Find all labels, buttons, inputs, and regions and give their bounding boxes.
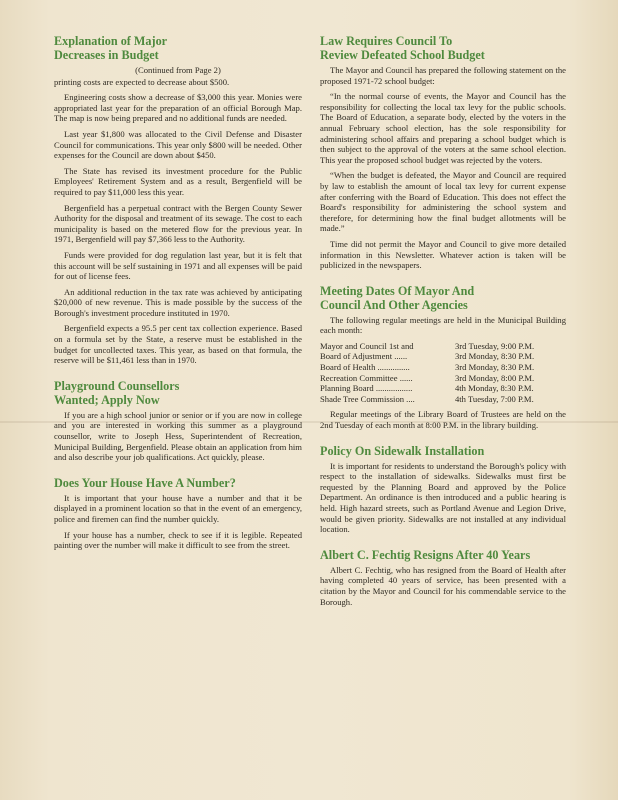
paragraph: It is important for residents to understand the Borough's policy with respect to the installation of sidewalks. Sidewalks must first be requested by the Planning Board and approved by the Police Department. An ordinance is then introduced and a public hearing is held. High hazard streets, such as Portland Avenue and Legion Drive, would be given priority. Sidewalks are not installed at any individual location. <box>320 460 566 535</box>
sidewalk-article <box>320 444 566 535</box>
paragraph: An additional reduction in the tax rate was achieved by anticipating $20,000 of new revenue. This is made possible by the success of the Borough's investment procedure instituted in 1970. <box>54 286 302 318</box>
heading-line: Playground Counsellors <box>54 378 180 393</box>
heading-line: Wanted; Apply Now <box>54 392 160 407</box>
schedule-time: 4th Tuesday, 7:00 P.M. <box>455 393 534 404</box>
budget-heading <box>54 34 302 62</box>
playground-heading <box>54 379 302 407</box>
heading-line: Meeting Dates Of Mayor And <box>320 283 475 298</box>
paragraph: Bergenfield expects a 95.5 per cent tax collection experience. Based on a formula set by the State, a reserve must be established in the budget for uncollected taxes. This year, as based on that formula, the reserve will be $11,461 less than in 1970. <box>54 323 302 366</box>
school-budget-heading <box>320 34 566 62</box>
paragraph: If you are a high school junior or senior or if you are now in college and you are interested in working this summer as a playground counsellor, write to Joseph Hess, Superintendent of Recreation, Municipal Building, Bergenfield. Please obtain an application from him and also describe your job qualifications. Act quickly, please. <box>54 409 302 463</box>
paragraph: Bergenfield has a perpetual contract with the Bergen County Sewer Authority for the disposal and treatment of its sewage. The cost to each municipality is based on the metered flow for the previous year. In 1971, Bergenfield will pay $7,366 less to the Authority. <box>54 202 302 245</box>
right-column <box>320 34 566 612</box>
paragraph: printing costs are expected to decrease about $500. <box>54 76 230 87</box>
heading-line: Review Defeated School Budget <box>320 48 485 62</box>
school-budget-article <box>320 34 566 271</box>
schedule-body: Shade Tree Commission .... <box>320 393 415 404</box>
schedule-body: Board of Health ............... <box>320 362 410 373</box>
schedule-time: 3rd Monday, 8:00 P.M. <box>455 372 535 383</box>
paragraph: Engineering costs show a decrease of $3,000 this year. Monies were appropriated last year for the preparation of an official Borough Map. The map is now being prepared and no additional funds are needed. <box>54 92 302 124</box>
schedule-row <box>320 362 566 373</box>
sidewalk-heading: Policy On Sidewalk Installation <box>320 443 485 458</box>
continued-note: (Continued from Page 2) <box>135 65 221 75</box>
fechtig-heading: Albert C. Fechtig Resigns After 40 Years <box>320 547 531 562</box>
schedule-body: Mayor and Council 1st and <box>320 340 414 351</box>
heading-line: Law Requires Council To <box>320 34 453 48</box>
heading-line: Explanation of Major <box>54 34 168 48</box>
paragraph: “When the budget is defeated, the Mayor and Council are required by law to establish the amount of local tax levy for current expense after conferring with the Board of Education. This does not effect the Board's responsibility for administering the school system and therefore, for determining how the final budget allotments will be made.” <box>320 170 566 234</box>
paragraph: “In the normal course of events, the Mayor and Council has the responsibility for collecting the local tax levy for the public schools. The Board of Education, a separate body, elected by the voters in the annual February school election, has the sole responsibility for administering school affairs and preparing a school budget which is then subject to the approval of the voters at the same school election. This year the proposed school budget was rejected by the voters. <box>320 91 566 165</box>
meeting-dates-article <box>320 284 566 431</box>
left-column <box>54 34 302 556</box>
house-number-article <box>54 476 302 551</box>
paragraph: If your house has a number, check to see if it is legible. Repeated painting over the number will make it difficult to see from the street. <box>54 529 302 551</box>
paragraph: Last year $1,800 was allocated to the Civil Defense and Disaster Council for communications. This year only $800 will be needed. Other expenses for the Council are down about $450. <box>54 128 302 161</box>
schedule-time: 3rd Monday, 8:30 P.M. <box>455 351 535 362</box>
heading-line: Decreases in Budget <box>54 48 159 62</box>
meeting-dates-heading <box>320 284 566 312</box>
schedule-body: Board of Adjustment ...... <box>320 351 408 362</box>
schedule-time: 3rd Tuesday, 9:00 P.M. <box>455 340 535 351</box>
heading-line: Council And Other Agencies <box>320 297 468 312</box>
paragraph: Time did not permit the Mayor and Council to give more detailed information in this Newsletter. Whatever action is taken will be publicized in the newspapers. <box>320 238 566 271</box>
meeting-schedule <box>320 341 566 405</box>
budget-article <box>54 34 302 366</box>
schedule-row <box>320 373 566 384</box>
schedule-row <box>320 383 566 394</box>
paragraph: The Mayor and Council has prepared the following statement on the proposed 1971-72 school budget: <box>320 65 566 86</box>
paragraph: The State has revised its investment procedure for the Public Employees' Retirement System and as a result, Bergenfield will be required to pay $11,000 less this year. <box>54 165 302 197</box>
schedule-body: Recreation Committee ...... <box>320 372 413 383</box>
schedule-body: Planning Board ................. <box>320 383 413 394</box>
playground-article <box>54 379 302 463</box>
schedule-row <box>320 351 566 362</box>
schedule-row <box>320 341 566 352</box>
house-number-heading: Does Your House Have A Number? <box>54 475 236 490</box>
paragraph: Funds were provided for dog regulation last year, but it is felt that this account will be self sustaining in 1971 and all expenses will be paid for out of license fees. <box>54 249 302 282</box>
paragraph: Albert C. Fechtig, who has resigned from the Board of Health after having completed 40 years of service, has been presented with a citation by the Mayor and Council for his commendable service to the Borough. <box>320 564 566 607</box>
fechtig-article <box>320 548 566 607</box>
paragraph: Regular meetings of the Library Board of Trustees are held on the 2nd Tuesday of each month at 8:00 P.M. in the library building. <box>320 409 566 431</box>
schedule-time: 3rd Monday, 8:30 P.M. <box>455 362 535 373</box>
paragraph: The following regular meetings are held in the Municipal Building each month: <box>320 314 566 336</box>
schedule-row <box>320 394 566 405</box>
schedule-time: 4th Monday, 8:30 P.M. <box>455 383 534 394</box>
paragraph: It is important that your house have a number and that it be displayed in a prominent location so that in the event of an emergency, police and firemen can find the number quickly. <box>54 492 302 524</box>
